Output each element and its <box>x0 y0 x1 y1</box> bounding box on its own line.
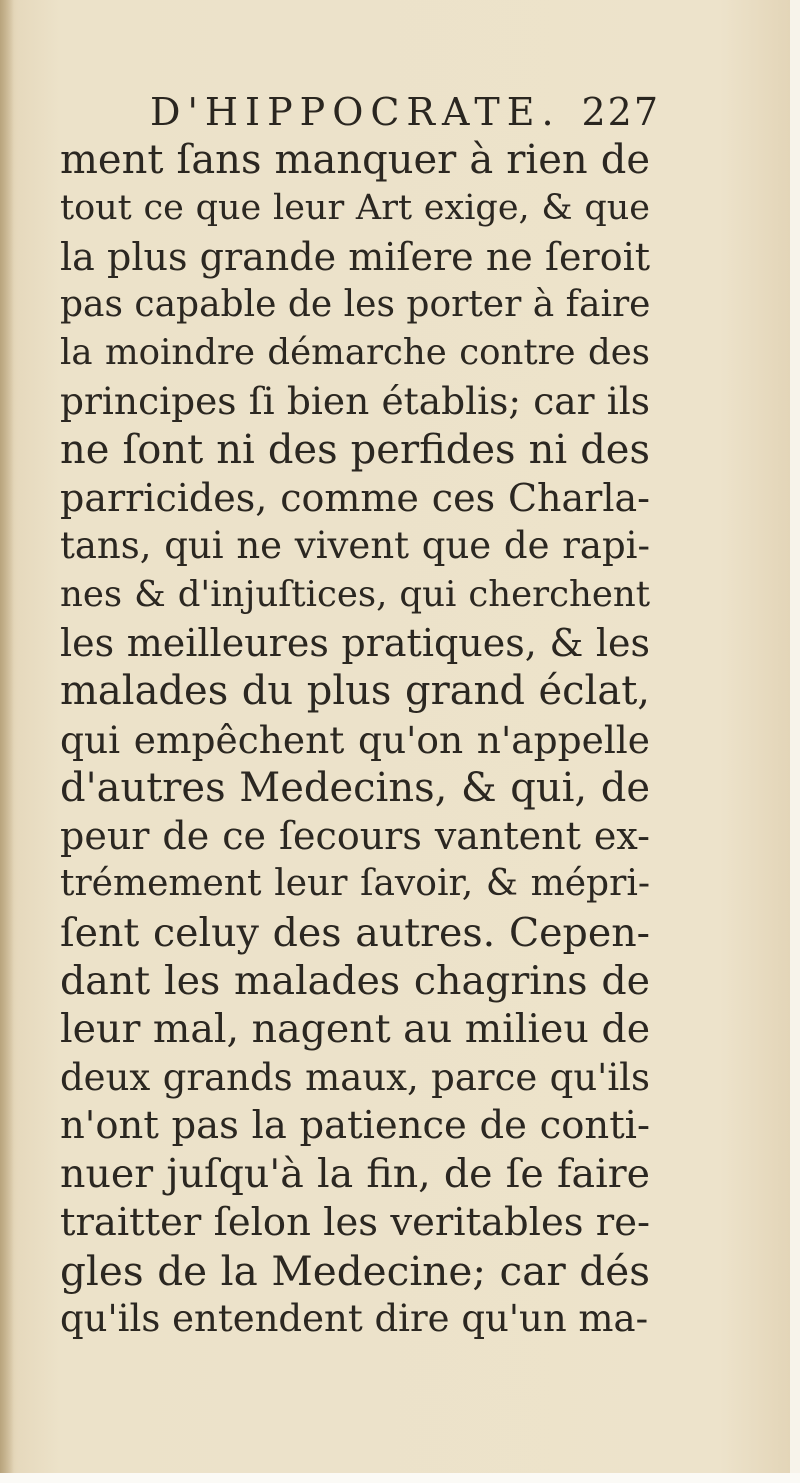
text-line: trémement leur ſavoir, & mépri- <box>60 863 650 905</box>
text-line: leur mal, nagent au milieu de <box>60 1006 651 1053</box>
text-line: deux grands maux, parce qu'ils <box>60 1055 650 1099</box>
text-line: qu'ils entendent dire qu'un ma- <box>60 1297 649 1341</box>
page-gutter-shadow <box>0 0 14 1483</box>
text-line: gles de la Medecine; car dés <box>60 1246 650 1295</box>
text-line: d'autres Medecins, & qui, de <box>60 764 650 811</box>
text-line: la moindre démarche contre des <box>60 332 650 374</box>
text-line: traitter ſelon les veritables re- <box>60 1199 650 1245</box>
body-text <box>60 136 650 1343</box>
text-line: ment ſans manquer à rien de <box>60 137 650 183</box>
page-number: 227 <box>581 90 660 134</box>
text-line: les meilleures pratiques, & les <box>60 620 650 665</box>
text-line: principes ſi bien établis; car ils <box>60 379 650 424</box>
text-line: n'ont pas la patience de conti- <box>60 1102 650 1148</box>
text-line: la plus grande miſere ne ſeroit <box>60 234 650 279</box>
text-line: pas capable de les porter à faire <box>60 283 651 325</box>
text-line: peur de ce ſecours vantent ex- <box>60 814 650 859</box>
text-line: nuer juſqu'à la fin, de ſe faire <box>60 1151 650 1198</box>
text-line: ſent celuy des autres. Cepen- <box>60 909 650 956</box>
text-line: nes & d'injuſtices, qui cherchent <box>60 573 650 615</box>
text-line: tans, qui ne vivent que de rapi- <box>60 524 650 568</box>
text-line: malades du plus grand éclat, <box>60 668 650 715</box>
text-line: parricides, comme ces Charla- <box>60 476 650 521</box>
page-edge-right <box>790 0 800 1483</box>
page-edge-bottom <box>0 1473 800 1483</box>
text-line: dant les malades chagrins de <box>60 958 650 1005</box>
text-line: ne ſont ni des perfides ni des <box>60 426 650 473</box>
text-line: tout ce que leur Art exige, & que <box>60 188 650 229</box>
running-title: D'HIPPOCRATE. <box>150 90 561 134</box>
text-line: qui empêchent qu'on n'appelle <box>60 717 650 762</box>
